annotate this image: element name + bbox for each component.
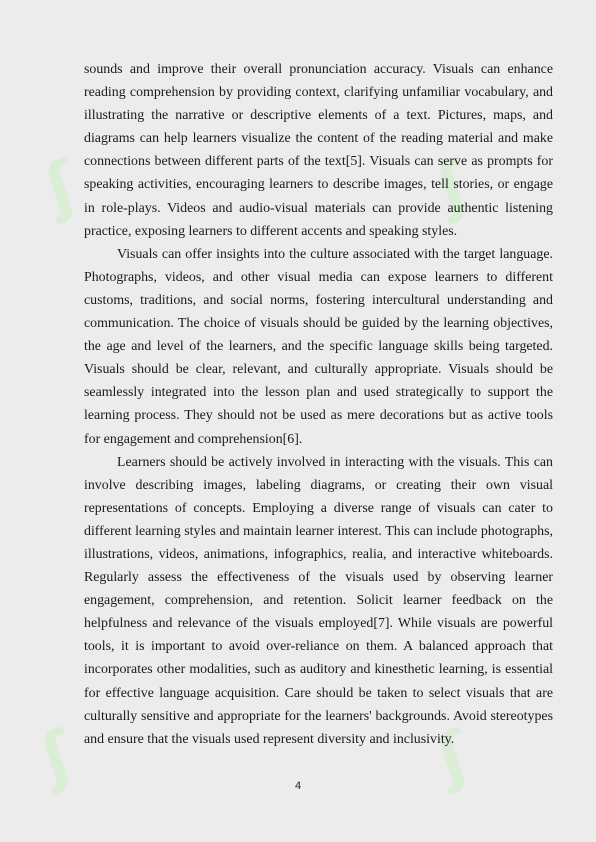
paragraph-1: sounds and improve their overall pronunciation accuracy. Visuals can enhance reading comprehension by providing context, clarifying unfamiliar vocabulary, and illustrating the narrative or descriptive elements of a text. Pictures, maps, and diagrams can help learners visualize the content of the reading material and make connections between different parts of the text[5]. Visuals can serve as prompts for speaking activities, encouraging learners to describe images, tell stories, or engage in role-plays. Videos and audio-visual materials can provide authentic listening practice, exposing learners to different accents and speaking styles. [84,62,553,239]
paragraph-2: Visuals can offer insights into the culture associated with the target language. Photographs, videos, and other visual media can expose learners to different customs, traditions, and social norms, fostering intercultural understanding and communication. The choice of visuals should be guided by the learning objectives, the age and level of the learners, and the specific language skills being targeted. Visuals should be clear, relevant, and culturally appropriate. Visuals should be seamlessly integrated into the lesson plan and used strategically to support the learning process. They should not be used as mere decorations but as active tools for engagement and comprehension[6]. [84,246,553,447]
watermark-glyph: ʃ [429,717,478,797]
page-number: 4 [294,780,302,792]
watermark-glyph: ʃ [429,147,478,227]
paragraph-3: Learners should be actively involved in interacting with the visuals. This can involve describing images, labeling diagrams, or creating their own visual representations of concepts. Employing a diverse range of visuals can cater to different learning styles and maintain learner interest. This can include photographs, illustrations, videos, animations, infographics, realia, and interactive whiteboards. Regularly assess the effectiveness of the visuals used by observing learner engagement, comprehension, and retention. Solicit learner feedback on the helpfulness and relevance of the visuals employed[7]. While visuals are powerful tools, it is important to avoid over-reliance on them. A balanced approach that incorporates other modalities, such as auditory and kinesthetic learning, is essential for effective language acquisition. Care should be taken to select visuals that are culturally sensitive and appropriate for the learners' backgrounds. Avoid stereotypes and ensure that the visuals used represent diversity and inclusivity. [84,454,553,747]
watermark-glyph: ʃ [33,717,82,797]
body-text [84,58,553,751]
watermark-glyph: ʃ [37,147,86,227]
